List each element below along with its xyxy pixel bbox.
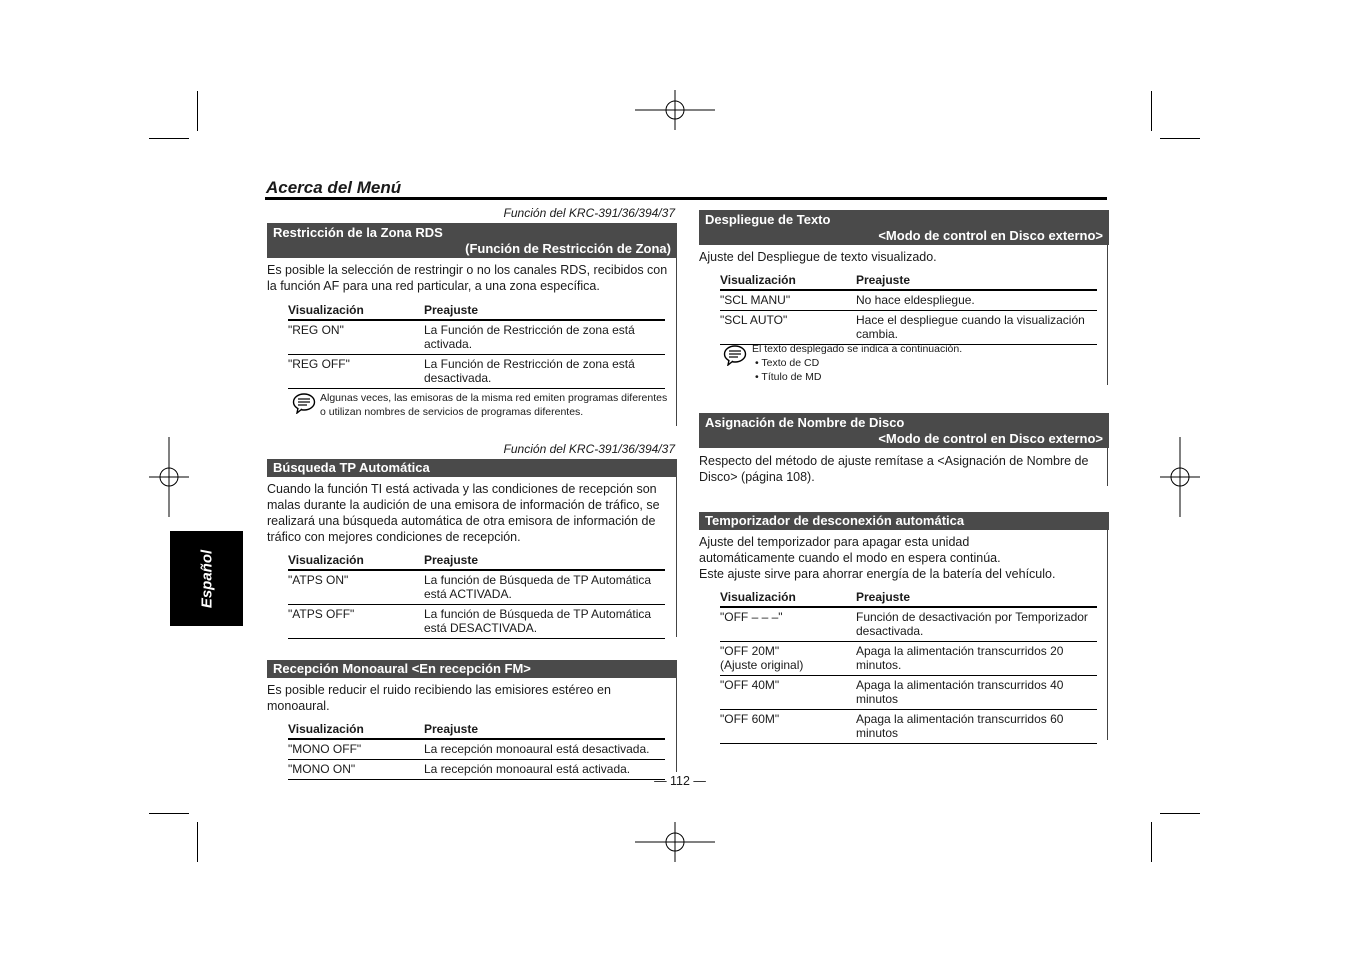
preset-table-timer bbox=[720, 589, 1097, 744]
registration-mark-icon bbox=[635, 90, 715, 130]
section-title-line1: Asignación de Nombre de Disco bbox=[705, 415, 905, 430]
table-row: "REG OFF" La Función de Restricción de zona está desactivada. bbox=[288, 355, 665, 389]
table-header-preset: Preajuste bbox=[856, 272, 1097, 290]
section-title: Temporizador de desconexión automática bbox=[705, 513, 965, 528]
table-header-preset: Preajuste bbox=[856, 589, 1097, 607]
registration-mark-icon bbox=[635, 822, 715, 862]
table-row: "ATPS ON" La función de Búsqueda de TP Automática está ACTIVADA. bbox=[288, 570, 665, 605]
section-header-disc-name bbox=[699, 413, 1109, 448]
table-row: "ATPS OFF" La función de Búsqueda de TP Automática está DESACTIVADA. bbox=[288, 605, 665, 639]
section-header-tp bbox=[267, 459, 677, 477]
preset-table-rds bbox=[288, 302, 665, 389]
section-title-line1: Despliegue de Texto bbox=[705, 212, 831, 227]
section-body: Ajuste del Despliegue de texto visualizado. bbox=[699, 250, 937, 264]
function-note: Función del KRC-391/36/394/37 bbox=[503, 206, 675, 220]
section-title-line2: (Función de Restricción de Zona) bbox=[465, 241, 671, 256]
preset-table-text bbox=[720, 272, 1097, 345]
registration-mark-icon bbox=[1160, 437, 1200, 517]
crop-mark bbox=[1160, 813, 1200, 814]
list-item: • Texto de CD bbox=[755, 357, 820, 369]
table-header-preset: Preajuste bbox=[424, 552, 665, 570]
table-header-display: Visualización bbox=[288, 552, 424, 570]
language-tab bbox=[170, 531, 243, 626]
section-body: Respecto del método de ajuste remítase a <Asignación de Nombre de Disco> (página 108). bbox=[699, 454, 1089, 484]
preset-table-mono bbox=[288, 721, 665, 780]
note-text: Algunas veces, las emisoras de la misma red emiten programas diferentes o utilizan nombres de servicios de programas diferentes. bbox=[320, 392, 668, 418]
section-title-line2: <Modo de control en Disco externo> bbox=[878, 431, 1103, 446]
section-title: Búsqueda TP Automática bbox=[273, 460, 430, 475]
crop-mark bbox=[197, 822, 198, 862]
crop-mark bbox=[197, 91, 198, 131]
section-rule bbox=[1107, 448, 1108, 486]
section-body: Ajuste del temporizador para apagar esta unidad automáticamente cuando el modo en espera continúa. Este ajuste sirve para ahorrar energía de la batería del vehículo. bbox=[699, 535, 1056, 581]
table-header-display: Visualización bbox=[720, 589, 856, 607]
table-row: "SCL MANU" No hace eldespliegue. bbox=[720, 290, 1097, 311]
table-row: "OFF – – –" Función de desactivación por Temporizador desactivada. bbox=[720, 607, 1097, 642]
section-rule bbox=[676, 477, 677, 637]
table-row: "REG ON" La Función de Restricción de zona está activada. bbox=[288, 320, 665, 355]
title-rule bbox=[265, 197, 1107, 200]
note-speech-icon bbox=[292, 392, 316, 414]
list-item: • Título de MD bbox=[755, 371, 822, 383]
crop-mark bbox=[1160, 138, 1200, 139]
section-title-line2: <Modo de control en Disco externo> bbox=[878, 228, 1103, 243]
section-header-mono bbox=[267, 660, 677, 678]
note-speech-icon bbox=[723, 344, 747, 366]
table-row: "OFF 60M" Apaga la alimentación transcurridos 60 minutos bbox=[720, 710, 1097, 744]
section-title: Recepción Monoaural <En recepción FM> bbox=[273, 661, 531, 676]
table-row: "OFF 40M" Apaga la alimentación transcurridos 40 minutos bbox=[720, 676, 1097, 710]
preset-table-tp bbox=[288, 552, 665, 639]
crop-mark bbox=[149, 138, 189, 139]
section-title-line1: Restricción de la Zona RDS bbox=[273, 225, 443, 240]
section-header-rds bbox=[267, 223, 677, 258]
note-text: El texto desplegado se indica a continuación. • Texto de CD • Título de MD bbox=[752, 342, 1092, 384]
section-body: Es posible reducir el ruido recibiendo las emisiores estéreo en monoaural. bbox=[267, 683, 611, 713]
section-rule bbox=[676, 678, 677, 772]
table-row: "OFF 20M" (Ajuste original) Apaga la alimentación transcurridos 20 minutos. bbox=[720, 642, 1097, 676]
table-row: "SCL AUTO" Hace el despliegue cuando la visualización cambia. bbox=[720, 311, 1097, 345]
section-header-timer bbox=[699, 512, 1109, 530]
section-body: Cuando la función TI está activada y las condiciones de recepción son malas durante la audición de una emisora de información de tráfico, se realizará una búsqueda automática de otra emisora de información de tráfico con mejores condiciones de recepción. bbox=[267, 482, 660, 544]
registration-mark-icon bbox=[149, 437, 189, 517]
language-tab-label: Español bbox=[198, 549, 215, 608]
section-body: Es posible la selección de restringir o no los canales RDS, recibidos con la función AF para una red particular, a una zona específica. bbox=[267, 263, 668, 293]
crop-mark bbox=[1151, 91, 1152, 131]
page-title: Acerca del Menú bbox=[266, 178, 402, 197]
table-header-display: Visualización bbox=[288, 302, 424, 320]
section-rule bbox=[1107, 530, 1108, 740]
table-header-display: Visualización bbox=[288, 721, 424, 739]
function-note: Función del KRC-391/36/394/37 bbox=[503, 442, 675, 456]
section-rule bbox=[1107, 245, 1108, 385]
section-rule bbox=[676, 258, 677, 426]
table-header-preset: Preajuste bbox=[424, 302, 665, 320]
table-header-preset: Preajuste bbox=[424, 721, 665, 739]
crop-mark bbox=[1151, 822, 1152, 862]
section-header-text-display bbox=[699, 210, 1109, 245]
table-row: "MONO OFF" La recepción monoaural está desactivada. bbox=[288, 739, 665, 760]
table-header-display: Visualización bbox=[720, 272, 856, 290]
page-number: — 112 — bbox=[654, 774, 706, 788]
table-row: "MONO ON" La recepción monoaural está activada. bbox=[288, 760, 665, 780]
crop-mark bbox=[149, 813, 189, 814]
